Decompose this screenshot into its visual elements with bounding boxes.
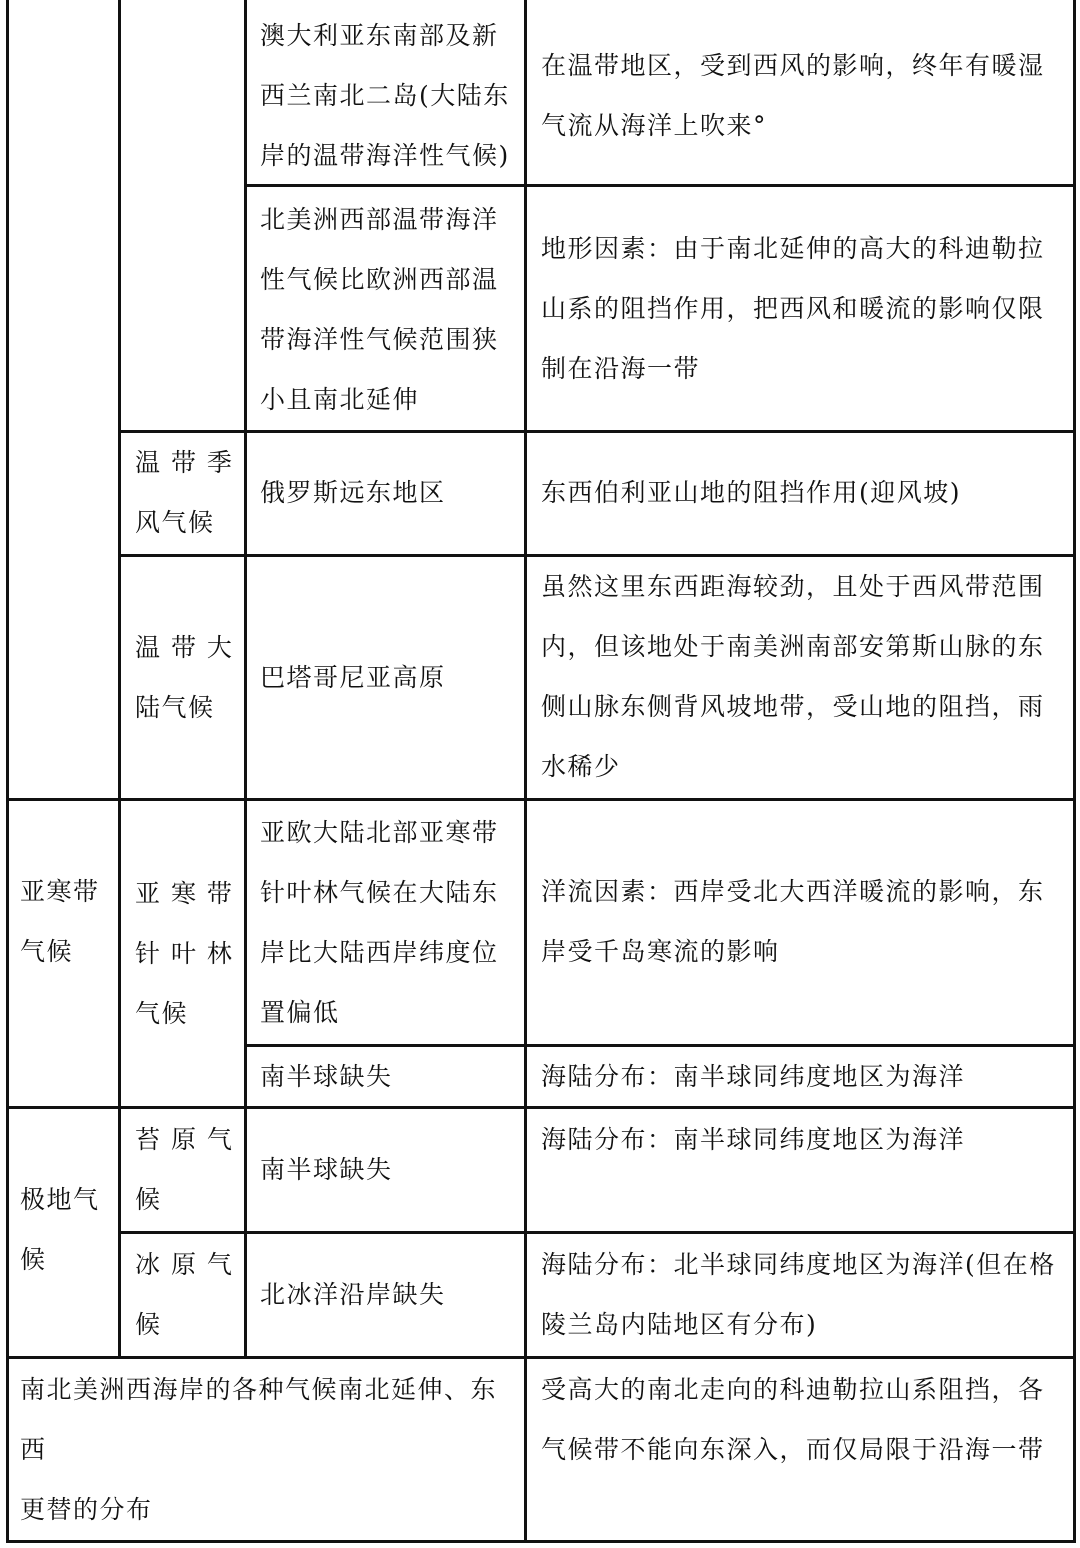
- climate-type-cell: 温 带 大 陆气候: [135, 633, 234, 722]
- table-border-right: [1073, 0, 1076, 1543]
- reason-cell: 海陆分布：南半球同纬度地区为海洋: [541, 1125, 966, 1154]
- column-divider-zone: [118, 0, 121, 1358]
- region-cell: 南半球缺失: [260, 1155, 393, 1184]
- phenomenon-cell: 南北美洲西海岸的各种气候南北延伸、东 西 更替的分布: [20, 1375, 498, 1524]
- reason-cell: 地形因素：由于南北延伸的高大的科迪勒拉 山系的阻挡作用，把西风和暖流的影响仅限 制在沿海一带: [541, 234, 1045, 383]
- reason-cell: 洋流因素：西岸受北大西洋暖流的影响，东 岸受千岛寒流的影响: [541, 877, 1045, 966]
- region-cell: 亚欧大陆北部亚寒带 针叶林气候在大陆东 岸比大陆西岸纬度位 置偏低: [260, 818, 499, 1027]
- row-divider: [118, 430, 1076, 433]
- column-divider-reason: [524, 0, 527, 1543]
- row-divider: [118, 1231, 1076, 1234]
- row-divider: [6, 1356, 1076, 1359]
- reason-cell: 东西伯利亚山地的阻挡作用(迎风坡): [541, 478, 962, 507]
- region-cell: 俄罗斯远东地区: [260, 478, 446, 507]
- climate-type-cell: 温 带 季 风气候: [135, 448, 234, 537]
- region-cell: 北冰洋沿岸缺失: [260, 1280, 446, 1309]
- reason-cell: 海陆分布：南半球同纬度地区为海洋: [541, 1062, 966, 1091]
- reason-cell: 受高大的南北走向的科迪勒拉山系阻挡，各 气候带不能向东深入，而仅局限于沿海一带: [541, 1375, 1045, 1464]
- climate-type-cell: 冰 原 气 候: [135, 1250, 234, 1339]
- column-divider-climate: [244, 0, 247, 1358]
- climate-type-cell: 亚 寒 带 针 叶 林 气候: [135, 879, 234, 1028]
- region-cell: 澳大利亚东南部及新 西兰南北二岛(大陆东 岸的温带海洋性气候): [260, 21, 510, 170]
- reason-cell: 在温带地区，受到西风的影响，终年有暖湿 气流从海洋上吹来°: [541, 51, 1045, 140]
- region-cell: 巴塔哥尼亚高原: [260, 663, 446, 692]
- climate-type-cell: 苔 原 气 候: [135, 1125, 234, 1214]
- table-border-bottom: [6, 1540, 1076, 1543]
- table-border-left: [6, 0, 9, 1543]
- climate-zone-cell: 亚寒带 气候: [20, 877, 100, 966]
- climate-zone-cell: 极地气 候: [20, 1185, 100, 1274]
- reason-cell: 海陆分布：北半球同纬度地区为海洋(但在格 陵兰岛内陆地区有分布): [541, 1250, 1056, 1339]
- reason-cell: 虽然这里东西距海较劲，且处于西风带范围 内，但该地处于南美洲南部安第斯山脉的东 侧山脉东侧背风坡地带，受山地的阻挡，雨 水稀少: [541, 572, 1045, 781]
- row-divider: [6, 798, 1076, 801]
- region-cell: 南半球缺失: [260, 1062, 393, 1091]
- region-cell: 北美洲西部温带海洋 性气候比欧洲西部温 带海洋性气候范围狭 小且南北延伸: [260, 205, 499, 414]
